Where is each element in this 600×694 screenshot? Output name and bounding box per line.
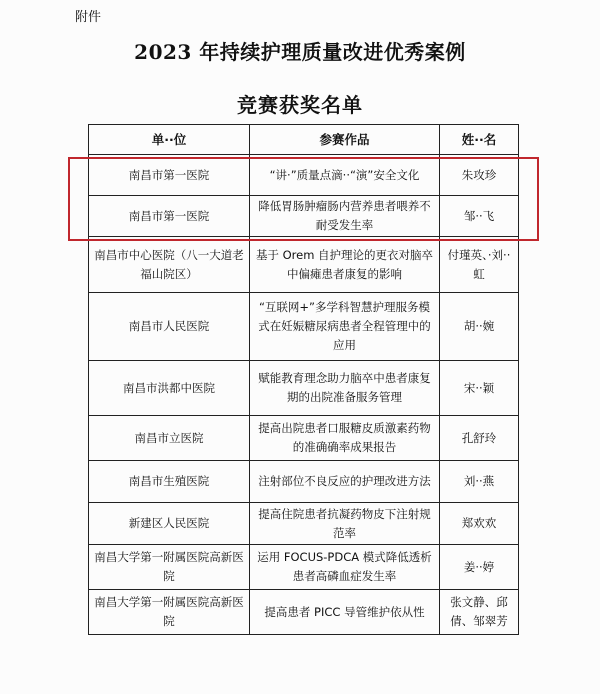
column-header-name: 姓··名 [440, 125, 519, 155]
name-cell: 朱攻珍 [440, 155, 519, 196]
column-header-unit: 单··位 [89, 125, 250, 155]
table-row [89, 361, 519, 416]
header-row [89, 125, 519, 155]
name-cell: 张文静、邱倩、邹翠芳 [440, 590, 519, 635]
name-cell: 姜··婷 [440, 545, 519, 590]
name-cell: 刘··燕 [440, 461, 519, 503]
document-title: 2023 年持续护理质量改进优秀案例 [134, 40, 466, 64]
unit-cell: 南昌市第一医院 [89, 196, 250, 237]
document-subtitle: 竞赛获奖名单 [237, 93, 363, 117]
attachment-label: 附件 [75, 10, 102, 25]
table-row [89, 461, 519, 503]
work-cell: 提高患者 PICC 导管维护依从性 [250, 590, 440, 635]
work-cell: “互联网+”多学科智慧护理服务模式在妊娠糖尿病患者全程管理中的应用 [250, 293, 440, 361]
table-row [89, 155, 519, 196]
unit-cell: 南昌市洪都中医院 [89, 361, 250, 416]
unit-cell: 南昌市立医院 [89, 416, 250, 461]
table-row [89, 293, 519, 361]
work-cell: 提高出院患者口服糖皮质激素药物的准确确率成果报告 [250, 416, 440, 461]
work-cell: 降低胃肠肿瘤肠内营养患者喂养不耐受发生率 [250, 196, 440, 237]
table-row [89, 545, 519, 590]
work-cell: 注射部位不良反应的护理改进方法 [250, 461, 440, 503]
unit-cell: 南昌市人民医院 [89, 293, 250, 361]
unit-cell: 南昌市第一医院 [89, 155, 250, 196]
table-body [89, 155, 519, 635]
name-cell: 胡··婉 [440, 293, 519, 361]
unit-cell: 新建区人民医院 [89, 503, 250, 545]
unit-cell: 南昌市中心医院（八一大道老福山院区） [89, 237, 250, 293]
name-cell: 邹··飞 [440, 196, 519, 237]
table-row [89, 503, 519, 545]
table-row [89, 416, 519, 461]
table-header [89, 125, 519, 155]
work-cell: 运用 FOCUS-PDCA 模式降低透析患者高磷血症发生率 [250, 545, 440, 590]
name-cell: 郑欢欢 [440, 503, 519, 545]
table-row [89, 237, 519, 293]
award-list-table [88, 124, 519, 635]
unit-cell: 南昌大学第一附属医院高新医院 [89, 590, 250, 635]
unit-cell: 南昌大学第一附属医院高新医院 [89, 545, 250, 590]
work-cell: 基于 Orem 自护理论的更衣对脑卒中偏瘫患者康复的影响 [250, 237, 440, 293]
work-cell: “讲·”质量点滴··“演”安全文化 [250, 155, 440, 196]
name-cell: 孔舒玲 [440, 416, 519, 461]
column-header-work: 参赛作品 [250, 125, 440, 155]
work-cell: 提高住院患者抗凝药物皮下注射规范率 [250, 503, 440, 545]
work-cell: 赋能教育理念助力脑卒中患者康复期的出院准备服务管理 [250, 361, 440, 416]
name-cell: 付瑾英、·刘··虹 [440, 237, 519, 293]
table-row [89, 590, 519, 635]
name-cell: 宋··颖 [440, 361, 519, 416]
table-row [89, 196, 519, 237]
unit-cell: 南昌市生殖医院 [89, 461, 250, 503]
